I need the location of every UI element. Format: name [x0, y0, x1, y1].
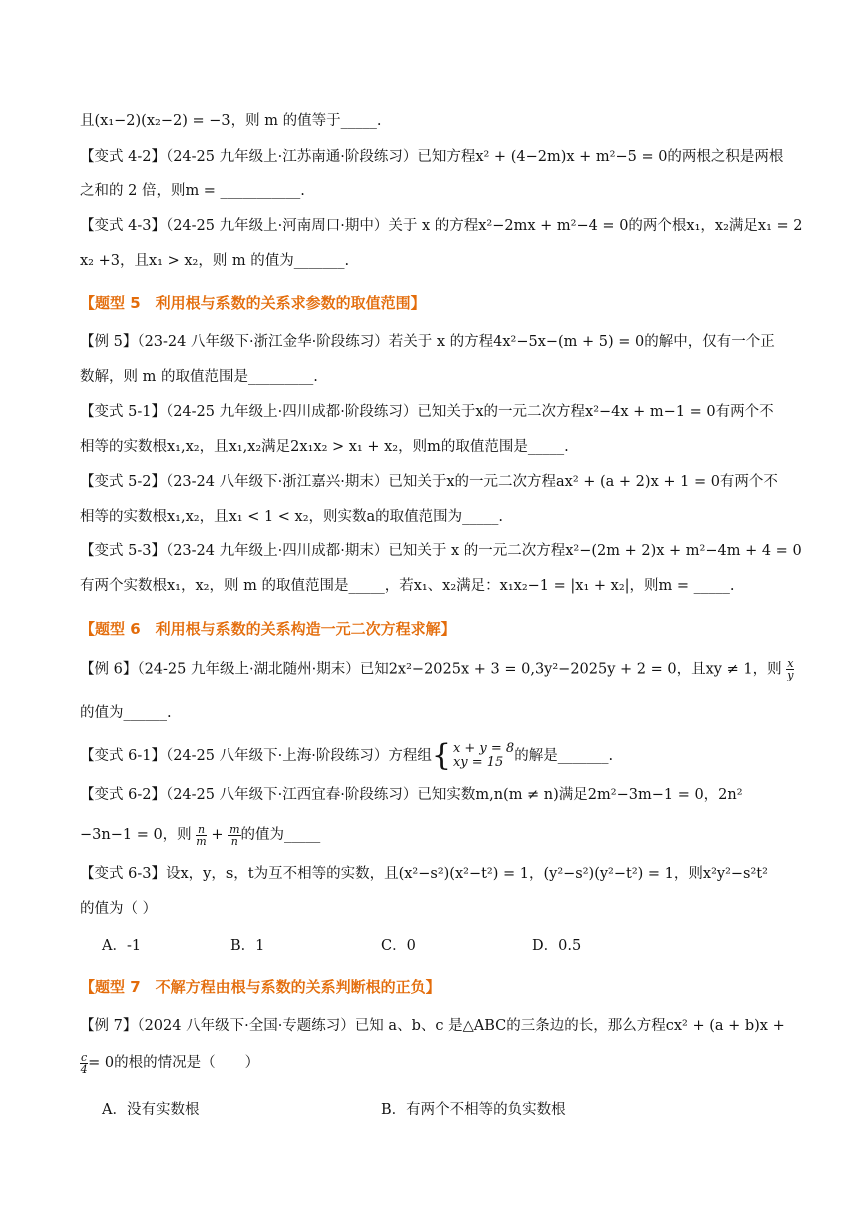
fraction-numerator: n [197, 822, 206, 836]
fraction-numerator: c [81, 1050, 88, 1064]
equation-row: x + y = 8 [452, 741, 515, 756]
text-line: 【变式 6-3】设x，y，s，t为互不相等的实数，且(x²−s²)(x²−t²) = 1，(y²−s²)(y²−t²) = 1，则x²y²−s²t² [80, 866, 768, 882]
text-line: 【变式 5-2】（23-24 八年级下·浙江嘉兴·期末）已知关于x的一元二次方程ax² + (a + 2)x + 1 = 0有两个不 [80, 474, 778, 490]
text-line: 且(x₁−2)(x₂−2) = −3，则 m 的值等于_____. [80, 113, 382, 129]
text-line [80, 658, 814, 681]
text-line: 【变式 5-3】（23-24 九年级上·四川成都·期末）已知关于 x 的一元二次方程x²−(2m + 2)x + m²−4m + 4 = 0 [80, 543, 802, 559]
brace-icon: { [431, 740, 451, 773]
fraction-denominator: n [230, 834, 238, 848]
text-line: 【变式 4-3】（24-25 九年级上·河南周口·期中）关于 x 的方程x²−2mx + m²−4 = 0的两个根x₁，x₂满足x₁ = 2 [80, 218, 803, 234]
option-a: A．没有实数根 [102, 1102, 200, 1118]
text-line: 数解，则 m 的取值范围是_________. [80, 369, 318, 385]
text-line: 【变式 6-2】（24-25 八年级下·江西宜春·阶段练习）已知实数m,n(m ≠ n)满足2m²−3m−1 = 0，2n² [80, 787, 743, 803]
text-line: 相等的实数根x₁,x₂，且x₁,x₂满足2x₁x₂ > x₁ + x₂，则m的取值范围是_____. [80, 439, 569, 455]
text-line [80, 740, 814, 774]
section-heading: 【题型 6 利用根与系数的关系构造一元二次方程求解】 [80, 620, 456, 638]
option-c: C．0 [381, 938, 416, 954]
text-line: x₂ +3，且x₁ > x₂，则 m 的值为_______. [80, 253, 350, 269]
text-line [80, 1050, 814, 1078]
fraction-numerator: m [229, 822, 240, 836]
text-span: 的解是_______. [514, 748, 614, 764]
text-span: −3n−1 = 0，则 [80, 827, 192, 843]
option-a: A．-1 [102, 938, 142, 954]
text-line: 之和的 2 倍，则m = ___________. [80, 183, 305, 199]
text-span: + [206, 827, 229, 843]
text-line: 相等的实数根x₁,x₂，且x₁ < 1 < x₂，则实数a的取值范围为_____. [80, 509, 504, 525]
option-b: B．有两个不相等的负实数根 [381, 1102, 566, 1118]
text-span: 【例 6】（24-25 九年级上·湖北随州·期末）已知2x²−2025x + 3 = 0,3y²−2025y + 2 = 0，且xy ≠ 1，则 [80, 661, 782, 678]
text-line: 的值为（ ） [80, 901, 158, 917]
option-d: D．0.5 [532, 938, 582, 954]
text-line: 【变式 5-1】（24-25 九年级上·四川成都·阶段练习）已知关于x的一元二次方程x²−4x + m−1 = 0有两个不 [80, 404, 774, 420]
equation-row: xy = 15 [452, 755, 504, 770]
fraction [80, 1052, 88, 1075]
text-span: 【变式 6-1】（24-25 八年级下·上海·阶段练习）方程组 [80, 748, 432, 764]
fraction-denominator: 4 [80, 1062, 88, 1076]
text-span: = 0的根的情况是（ ） [88, 1055, 260, 1071]
text-line: 的值为______. [80, 705, 172, 721]
text-line [80, 822, 814, 850]
option-b: B．1 [230, 938, 265, 954]
text-span: 的值为_____ [240, 827, 321, 843]
text-line: 【例 5】（23-24 八年级下·浙江金华·阶段练习）若关于 x 的方程4x²−5x−(m + 5) = 0的解中，仅有一个正 [80, 334, 775, 350]
section-heading: 【题型 5 利用根与系数的关系求参数的取值范围】 [80, 294, 426, 312]
equation-system [453, 742, 514, 770]
fraction [228, 824, 240, 847]
fraction [786, 658, 794, 681]
text-line: 有两个实数根x₁，x₂，则 m 的取值范围是_____，若x₁、x₂满足：x₁x₂−1 = |x₁ + x₂|，则m = _____. [80, 578, 735, 594]
section-heading: 【题型 7 不解方程由根与系数的关系判断根的正负】 [80, 978, 441, 996]
fraction [196, 824, 206, 847]
text-line: 【变式 4-2】（24-25 九年级上·江苏南通·阶段练习）已知方程x² + (4−2m)x + m²−5 = 0的两根之积是两根 [80, 149, 784, 165]
fraction-denominator: m [196, 834, 207, 848]
fraction-numerator: x [787, 658, 794, 670]
text-line: 【例 7】（2024 八年级下·全国·专题练习）已知 a、b、c 是△ABC的三条边的长，那么方程cx² + (a + b)x + [80, 1018, 785, 1034]
fraction-denominator: y [787, 669, 794, 681]
